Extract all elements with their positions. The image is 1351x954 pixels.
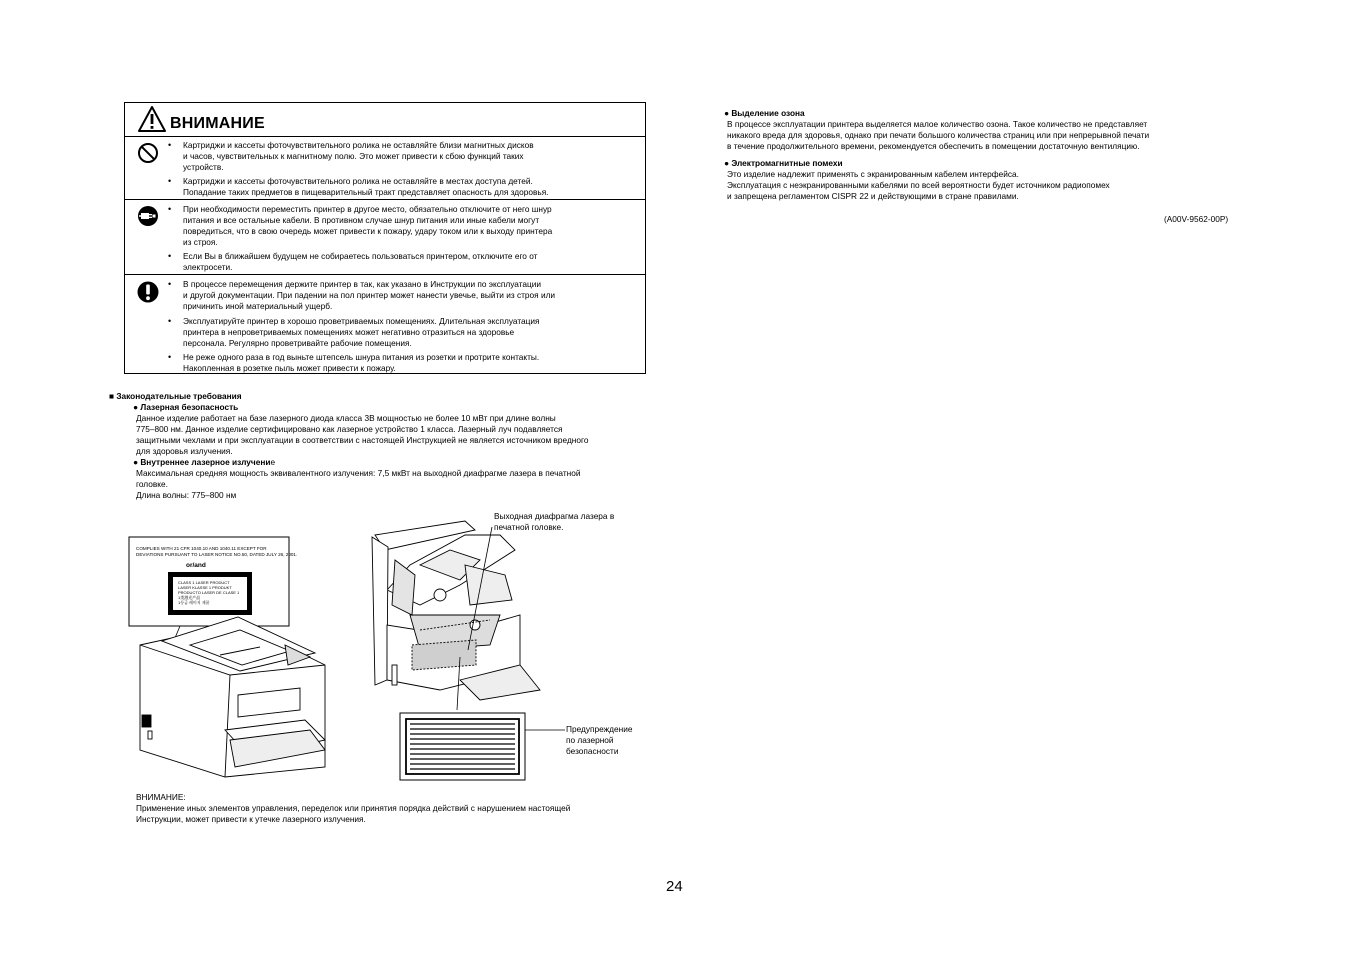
compliance-label (129, 537, 297, 626)
class1-line: 1등급 레이저 제품 (178, 600, 210, 605)
aperture-caption: Выходная диафрагма лазера в печатной головке. (494, 511, 615, 532)
internal-radiation-text: Максимальная средняя мощность эквивалентного излучения: 7,5 мкВт на выходной диафрагме лазера в печатной головке. Длина волны: 775–800 нм (136, 468, 581, 500)
class1-line: PRODUCTO LASER DE CLASE 1 (178, 590, 240, 595)
page-number: 24 (666, 878, 683, 895)
document-code: (A00V-9562-00P) (1164, 214, 1229, 224)
exclamation-icon (137, 280, 159, 304)
laser-safety-heading: ● Лазерная безопасность (133, 402, 239, 412)
bottom-caution: ВНИМАНИЕ: Применение иных элементов управления, переделок или принятия порядка действий с нарушением настоящей Инструкции, может привести к утечке лазерного излучения. (136, 792, 571, 824)
ozone-text: В процессе эксплуатации принтера выделяется малое количество озона. Такое количество не представляет никакого вреда для здоровья, однако при печати большого количества страниц или при непрерывной печати в течение продолжительного времени, рекомендуется обеспечить в помещении достаточную вентиляцию. (727, 119, 1150, 151)
caution-item: • В процессе перемещения держите принтер в так, как указано в Инструкции по эксплуатации и другой документации. При падении на пол принтер может нанести увечье, выйти из строя или причинить иной материальный ущерб. (183, 279, 638, 312)
printer-open-illustration (372, 521, 540, 700)
laser-safety-text: Данное изделие работает на базе лазерного диода класса 3B мощностью не более 10 мВт при длине волны 775–800 нм. Данное изделие сертифицировано как лазерное устройство 1 класса. Лазерный луч подавляется защитными чехлами и при эксплуатации в соответствии с настоящей Инструкцией не является источником вредного для здоровья излучения. (136, 413, 589, 456)
class1-line: CLASS 1 LASER PRODUCT (178, 580, 230, 585)
unplug-icon (137, 205, 159, 227)
class1-line: 1类激光产品 (178, 595, 201, 600)
ozone-heading: ● Выделение озона (724, 108, 805, 118)
caution-section-magnetic (125, 137, 645, 200)
no-entry-icon (137, 142, 159, 164)
legal-heading: ■ Законодательные требования (109, 391, 242, 401)
caution-item: • Эксплуатируйте принтер в хорошо проветриваемых помещениях. Длительная эксплуатация принтера в непроветриваемых помещениях может негативно отразиться на здоровье персонала. Регулярно проветривайте рабочие помещения. (183, 316, 638, 349)
bottom-caution-title: ВНИМАНИЕ: (136, 792, 186, 802)
caution-box (124, 102, 646, 374)
emi-text: Это изделие надлежит применять с экранированным кабелем интерфейса. Эксплуатация с неэкранированными кабелями по всей вероятности будет источником радиопомех и запрещена регламентом CISPR 22 и действующими в стране правилами. (727, 169, 1110, 201)
compliance-label-line: COMPLIES WITH 21 CFR 1040.10 AND 1040.11 EXCEPT FOR (136, 546, 267, 551)
caution-item: • Картриджи и кассеты фоточувствительного ролика не оставляйте в местах доступа детей. Попадание таких предметов в пищеварительный тракт представляет опасность для здоровья. (183, 176, 638, 198)
caution-item: • Картриджи и кассеты фоточувствительного ролика не оставляйте близи магнитных дисков и часов, чувствительных к магнитному полю. Это может привести к сбою функций таких устройств. (183, 140, 638, 173)
class1-line: LASER KLASSE 1 PRODUKT (178, 585, 232, 590)
printer-closed-illustration (140, 617, 325, 777)
caution-section-handling (125, 275, 645, 376)
or-and-label: or/and (186, 562, 206, 569)
laser-warning-label (400, 713, 525, 780)
caution-item: • Если Вы в ближайшем будущем не собираетесь пользоваться принтером, отключите его от электросети. (183, 251, 638, 273)
caution-header (125, 103, 645, 137)
warning-triangle-icon (137, 105, 167, 133)
internal-radiation-heading: ● Внутреннее лазерное излучение (133, 457, 276, 467)
laser-warning-caption: Предупреждение по лазерной безопасности (566, 724, 633, 756)
compliance-label-line: DEVIATIONS PURSUANT TO LASER NOTICE NO.50, DATED JULY 26, 2001. (136, 552, 298, 557)
caution-section-power (125, 200, 645, 275)
emi-heading: ● Электромагнитные помехи (724, 158, 843, 168)
caution-item: • При необходимости переместить принтер в другое место, обязательно отключите от него шнур питания и все остальные кабели. В противном случае шнур питания или иные кабели могут повредиться, что в свою очередь может привести к пожару, удару током или к выходу принтера из строя. (183, 204, 638, 248)
caution-title: ВНИМАНИЕ (170, 115, 265, 132)
caution-item: • Не реже одного раза в год выньте штепсель шнура питания из розетки и протрите контакты. Накопленная в розетке пыль может привести к пожару. (183, 352, 638, 374)
